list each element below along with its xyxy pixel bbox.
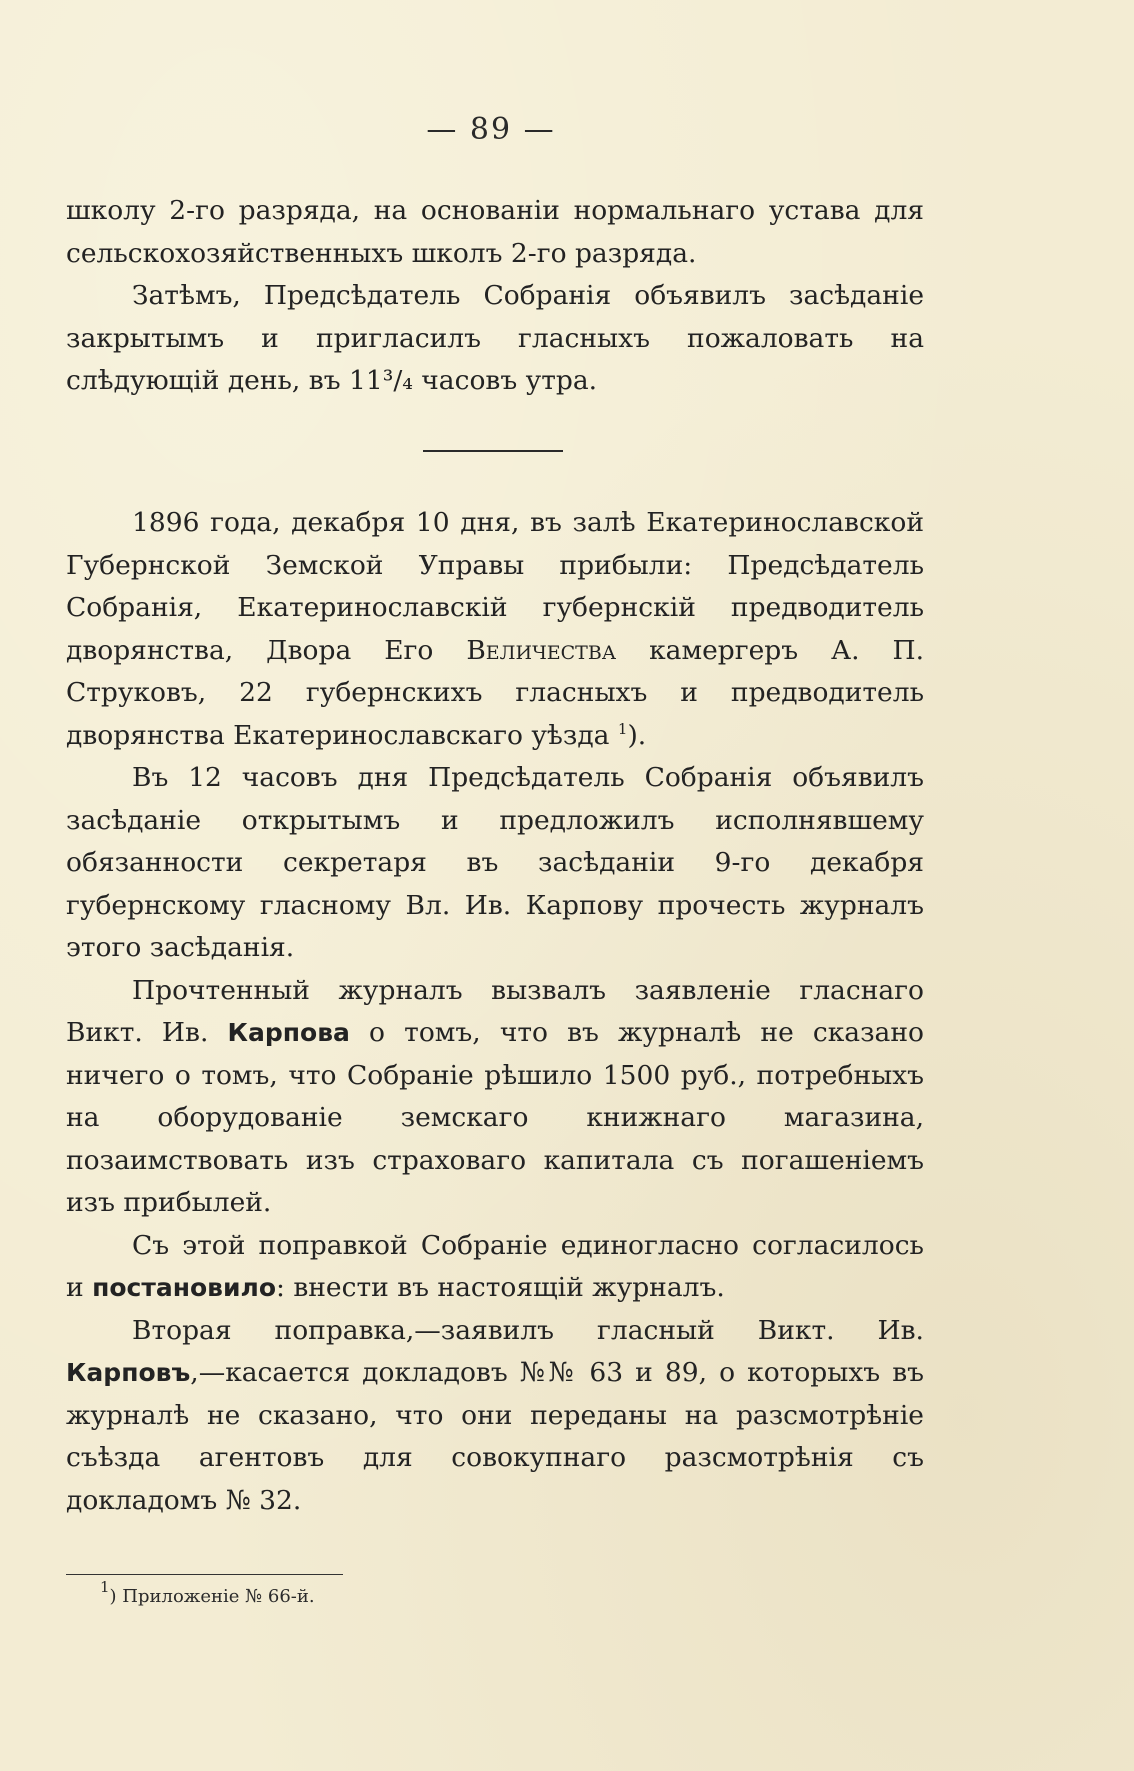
footnote-text: ) Приложенiе № 66-й. bbox=[109, 1586, 315, 1607]
surname-bold-2: Карповъ bbox=[66, 1358, 191, 1387]
page-number: — 89 — bbox=[426, 112, 556, 147]
resolution-text-b: : внести въ настоящiй журналъ. bbox=[276, 1272, 725, 1303]
text-block-main bbox=[66, 502, 924, 1522]
paragraph-first-amendment bbox=[66, 970, 924, 1225]
second-amendment-text-b: ,—касается докладовъ №№ 63 и 89, о которыхъ въ журналѣ не сказано, что они переданы на разсмотрѣнiе съѣзда агентовъ для совокупнаго разсмотрѣнiя съ докладомъ № 32. bbox=[66, 1357, 924, 1516]
amendment-text-b: о томъ, что въ журналѣ не сказано ничего о томъ, что Собранiе рѣшило 1500 руб., потребныхъ на оборудованiе земскаго книжнаго магазина, позаимствовать изъ страховаго капитала съ погашенiемъ изъ прибылей. bbox=[66, 1017, 924, 1218]
paragraph-second-amendment bbox=[66, 1310, 924, 1523]
attendance-text-b: камергеръ А. П. Струковъ, 22 губернскихъ гласныхъ и предводитель дворянства Екатеринославскаго уѣзда bbox=[66, 634, 925, 751]
footnote-ref: 1 bbox=[617, 719, 628, 738]
footnote bbox=[100, 1578, 315, 1611]
footnote-marker: 1 bbox=[100, 1578, 110, 1596]
paragraph-closing-session: Затѣмъ, Предсѣдатель Собранiя объявилъ засѣданiе закрытымъ и пригласилъ гласныхъ пожаловать на слѣдующiй день, въ 11³/₄ часовъ утра. bbox=[66, 280, 924, 396]
section-divider bbox=[423, 450, 563, 452]
paragraph-attendance bbox=[66, 502, 924, 757]
footnote-rule bbox=[66, 1574, 343, 1575]
text-block-top bbox=[66, 190, 924, 403]
paragraph-resolution bbox=[66, 1225, 924, 1310]
resolution-text-a: Съ этой поправкой Собранiе единогласно согласилось и bbox=[66, 1229, 924, 1303]
second-amendment-text-a: Вторая поправка,—заявилъ гласный Викт. Ив. bbox=[132, 1314, 924, 1346]
attendance-text-c: ). bbox=[627, 719, 647, 751]
amendment-text-a: Прочтенный журналъ вызвалъ заявленiе гласнаго Викт. Ив. bbox=[66, 974, 924, 1048]
paragraph-continuation: школу 2-го разряда, на основанiи нормальнаго устава для сельскохозяйственныхъ школъ 2-го разряда. bbox=[66, 195, 924, 269]
majesty-smallcaps: Величества bbox=[466, 634, 617, 666]
resolved-bold: постановило bbox=[92, 1273, 276, 1302]
attendance-text-a: 1896 года, декабря 10 дня, въ залѣ Екатеринославской Губернской Земской Управы прибыли: Предсѣдатель Собранiя, Екатеринославскiй губернскiй предводитель дворянства, Двора Его bbox=[66, 507, 924, 666]
surname-bold: Карпова bbox=[227, 1018, 350, 1047]
paragraph-opening-session: Въ 12 часовъ дня Предсѣдатель Собранiя объявилъ засѣданiе открытымъ и предложилъ исполнявшему обязанности секретаря въ засѣданiи 9-го декабря губернскому гласному Вл. Ив. Карпову прочесть журналъ этого засѣданiя. bbox=[66, 762, 924, 963]
